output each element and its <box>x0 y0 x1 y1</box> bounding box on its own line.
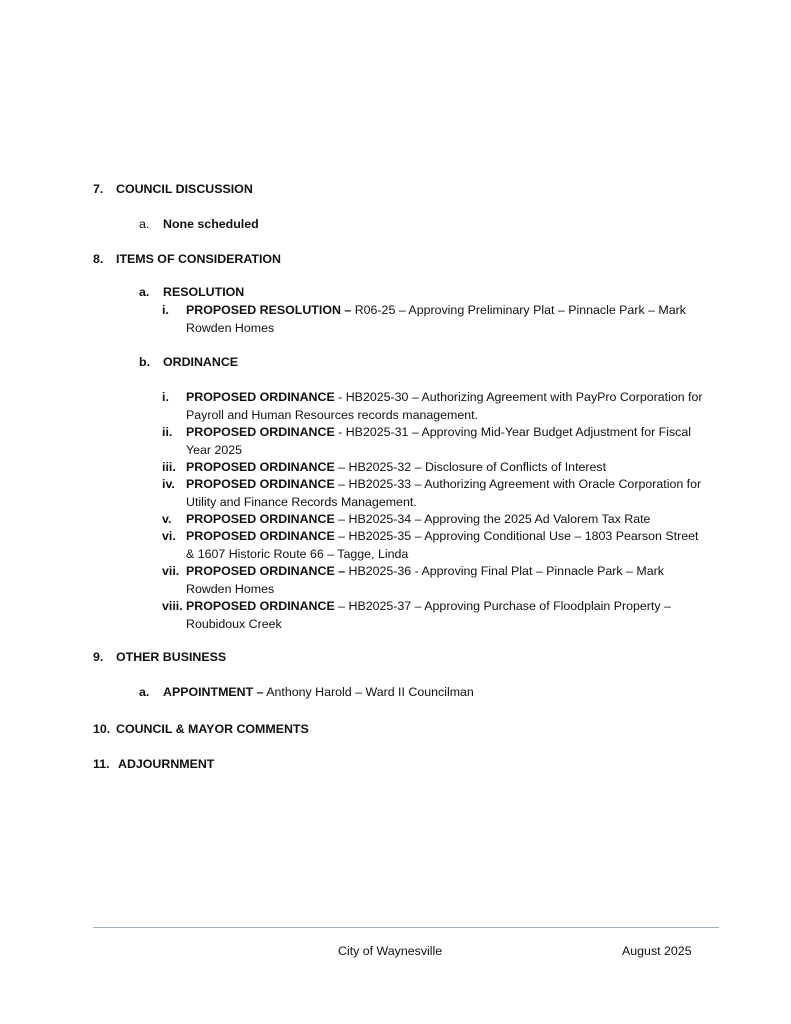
footer-city: City of Waynesville <box>338 944 443 958</box>
council-discussion-item: a. None scheduled <box>139 217 259 231</box>
ordinance-item: vi. PROPOSED ORDINANCE – HB2025-35 – Approving Conditional Use – 1803 Pearson Street & 1607 Historic Route 66 – Tagge, Linda <box>162 529 699 561</box>
section-9-heading: 9. OTHER BUSINESS <box>93 650 227 664</box>
ordinance-item: iv. PROPOSED ORDINANCE – HB2025-33 – Authorizing Agreement with Oracle Corporation for Utility and Finance Records Management. <box>162 477 702 509</box>
section-8-heading: 8. ITEMS OF CONSIDERATION <box>93 252 281 266</box>
section-10-heading: 10. COUNCIL & MAYOR COMMENTS <box>93 722 309 736</box>
ordinance-item: iii. PROPOSED ORDINANCE – HB2025-32 – Disclosure of Conflicts of Interest <box>162 460 607 474</box>
ordinance-item: v. PROPOSED ORDINANCE – HB2025-34 – Approving the 2025 Ad Valorem Tax Rate <box>162 512 651 526</box>
ordinance-item: vii. PROPOSED ORDINANCE – HB2025-36 - Approving Final Plat – Pinnacle Park – Mark Rowden Homes <box>162 564 664 596</box>
ordinance-item: i. PROPOSED ORDINANCE - HB2025-30 – Authorizing Agreement with PayPro Corporation for Payroll and Human Resources records management. <box>162 390 703 422</box>
ordinance-item: ii. PROPOSED ORDINANCE - HB2025-31 – Approving Mid-Year Budget Adjustment for Fiscal Year 2025 <box>162 425 692 457</box>
footer-date: August 2025 <box>622 944 692 958</box>
resolution-item: i. PROPOSED RESOLUTION – R06-25 – Approving Preliminary Plat – Pinnacle Park – Mark Rowden Homes <box>162 303 686 335</box>
footer-divider <box>93 927 719 928</box>
resolution-heading: a. RESOLUTION <box>139 285 245 299</box>
section-7-heading: 7. COUNCIL DISCUSSION <box>93 182 253 196</box>
appointment-item: a. APPOINTMENT – Anthony Harold – Ward II Councilman <box>139 685 474 699</box>
section-11-heading: 11. ADJOURNMENT <box>93 757 215 771</box>
ordinance-item: viii. PROPOSED ORDINANCE – HB2025-37 – Approving Purchase of Floodplain Property – Roubidoux Creek <box>162 599 671 631</box>
ordinance-heading: b. ORDINANCE <box>139 355 239 369</box>
